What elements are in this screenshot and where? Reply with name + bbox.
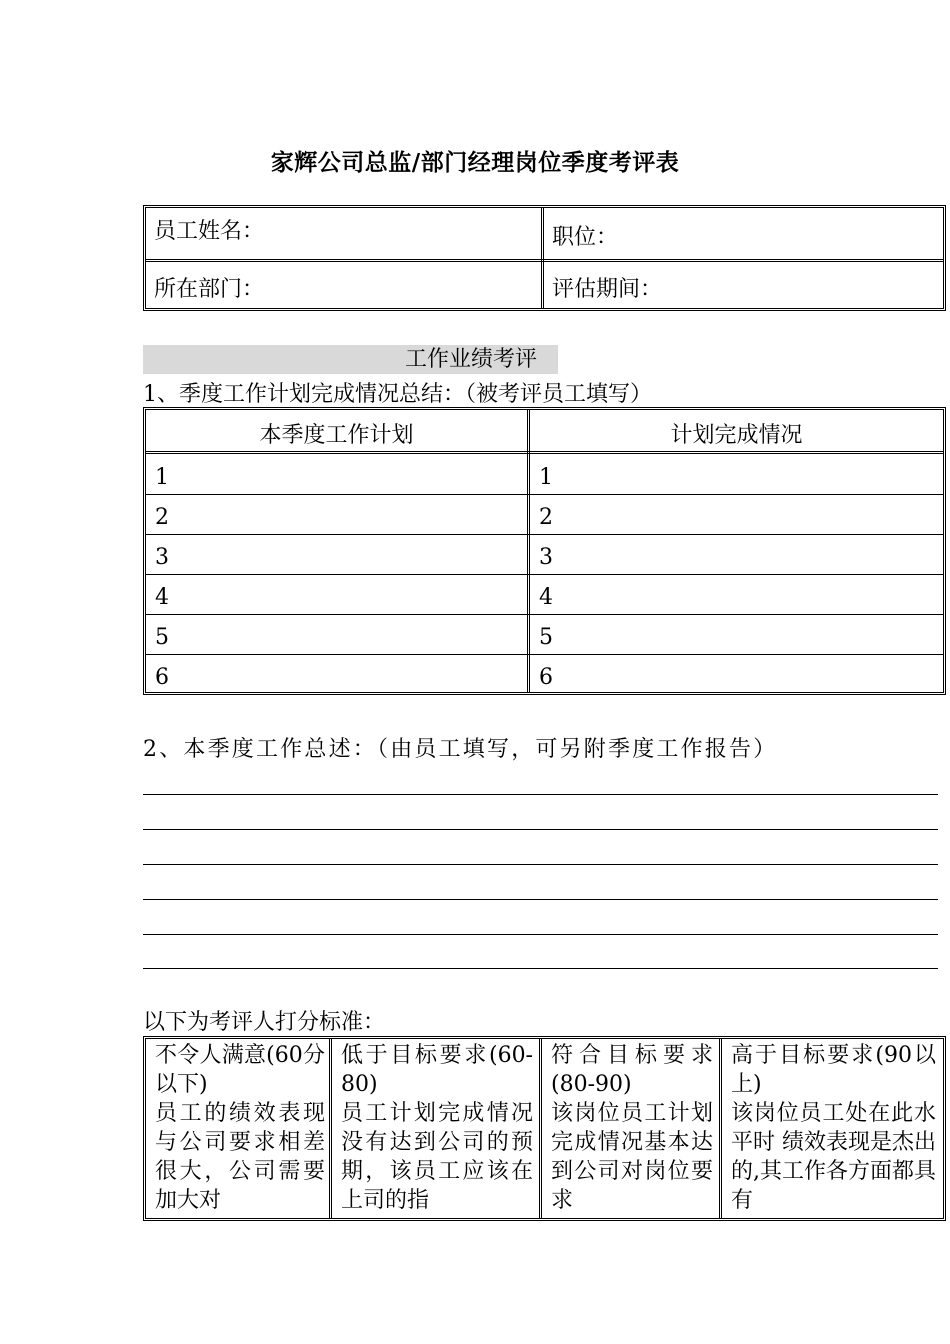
- criteria-description: 员工的绩效表现与公司要求相差很大，公司需要加大对: [155, 1101, 325, 1213]
- question-2-label: 2、本季度工作总述：（由员工填写，可另附季度工作报告）: [143, 737, 778, 762]
- question-1-label: 1、季度工作计划完成情况总结：（被考评员工填写）: [143, 382, 652, 407]
- criteria-column: [551, 1041, 713, 1219]
- employee-name-label: 员工姓名：: [154, 219, 265, 244]
- position-label: 职位：: [552, 225, 619, 250]
- row-divider: [146, 574, 943, 575]
- table-cell: 6: [539, 665, 553, 690]
- evaluation-period-label: 评估期间：: [552, 277, 663, 302]
- scoring-criteria-table: [143, 1036, 946, 1221]
- table-header-completion: 计划完成情况: [670, 423, 803, 448]
- row-divider: [146, 534, 943, 535]
- table-cell: 4: [539, 585, 553, 610]
- table-cell: 2: [539, 505, 553, 530]
- answer-line[interactable]: [143, 829, 938, 830]
- column-divider: [719, 1039, 722, 1218]
- table-cell: 6: [155, 665, 169, 690]
- criteria-heading-text: 符合目标要求(80-90): [551, 1043, 713, 1097]
- answer-line[interactable]: [143, 864, 938, 865]
- employee-info-table: [143, 205, 946, 311]
- page-title: 家辉公司总监/部门经理岗位季度考评表: [270, 149, 680, 176]
- table-header-plan: 本季度工作计划: [259, 423, 414, 448]
- table-cell: 2: [155, 505, 169, 530]
- table-cell: 5: [155, 625, 169, 650]
- row-divider: [146, 494, 943, 495]
- table-cell: 3: [155, 545, 169, 570]
- answer-line[interactable]: [143, 934, 938, 935]
- row-divider: [146, 259, 943, 262]
- criteria-description: 该岗位员工计划完成情况基本达到公司对岗位要求: [551, 1101, 713, 1213]
- work-plan-table: [143, 407, 946, 695]
- row-divider: [146, 654, 943, 655]
- criteria-description: 该岗位员工处在此水平时 绩效表现是杰出的,其工作各方面都具有: [731, 1101, 936, 1213]
- section-heading: 工作业绩考评: [405, 347, 538, 372]
- header-divider: [146, 451, 943, 454]
- criteria-column: [341, 1041, 533, 1219]
- column-divider: [329, 1039, 332, 1218]
- table-cell: 1: [155, 465, 169, 490]
- criteria-heading-text: 低于目标要求(60-80): [341, 1043, 533, 1097]
- table-cell: 5: [539, 625, 553, 650]
- table-cell: 4: [155, 585, 169, 610]
- answer-line[interactable]: [143, 968, 938, 969]
- answer-line[interactable]: [143, 794, 938, 795]
- criteria-heading-text: 高于目标要求(90以上): [731, 1043, 936, 1097]
- table-cell: 3: [539, 545, 553, 570]
- row-divider: [146, 614, 943, 615]
- criteria-column: [155, 1041, 325, 1219]
- criteria-column: [731, 1041, 936, 1219]
- criteria-heading-text: 不令人满意(60分以下): [155, 1043, 325, 1097]
- table-cell: 1: [539, 465, 553, 490]
- criteria-description: 员工计划完成情况没有达到公司的预期，该员工应该在上司的指: [341, 1101, 533, 1213]
- column-divider: [539, 1039, 542, 1218]
- department-label: 所在部门：: [154, 277, 265, 302]
- criteria-heading: 以下为考评人打分标准：: [143, 1010, 386, 1035]
- answer-line[interactable]: [143, 899, 938, 900]
